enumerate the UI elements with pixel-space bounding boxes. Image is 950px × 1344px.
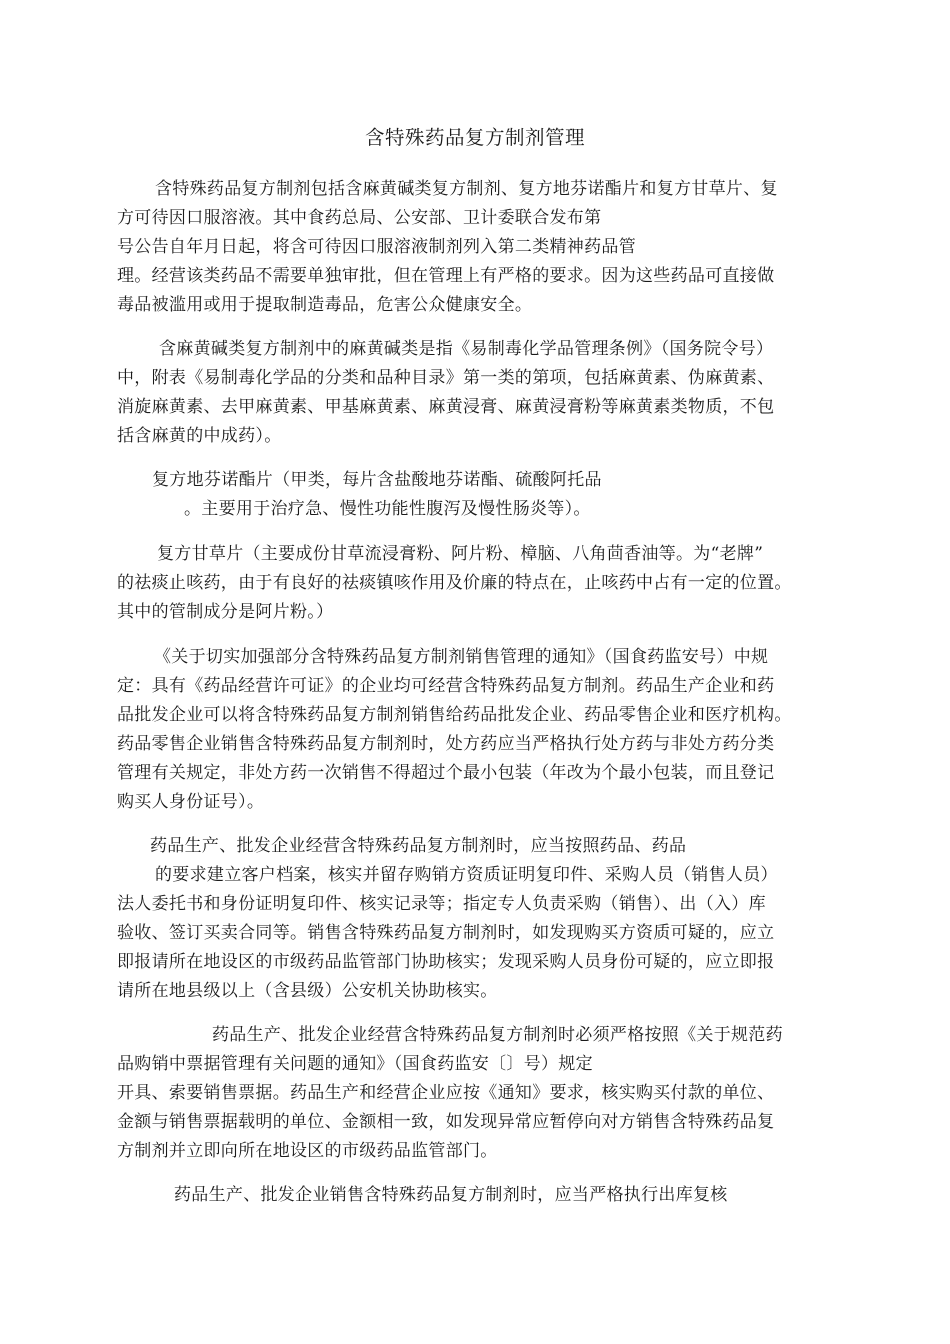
paragraph-line: 。主要用于治疗急、慢性功能性腹泻及慢性肠炎等）。 xyxy=(184,499,591,519)
paragraph-line: 开具、索要销售票据。药品生产和经营企业应按《通知》要求，核实购买付款的单位、 xyxy=(117,1083,775,1103)
paragraph-line: 中，附表《易制毒化学品的分类和品种目录》第一类的第项，包括麻黄素、伪麻黄素、 xyxy=(117,368,775,388)
paragraph-line: 定：具有《药品经营许可证》的企业均可经营含特殊药品复方制剂。药品生产企业和药 xyxy=(117,676,775,696)
paragraph-line: 即报请所在地设区的市级药品监管部门协助核实；发现采购人员身份可疑的，应立即报 xyxy=(117,952,775,972)
paragraph-line: 品购销中票据管理有关问题的通知》（国食药监安〔〕号）规定 xyxy=(117,1054,593,1074)
paragraph-line: 《关于切实加强部分含特殊药品复方制剂销售管理的通知》（国食药监安号）中规 xyxy=(154,647,769,667)
paragraph-line: 购买人身份证号）。 xyxy=(117,792,265,812)
paragraph-line: 方可待因口服溶液。其中食药总局、公安部、卫计委联合发布第 xyxy=(117,208,602,228)
paragraph-line: 验收、签订买卖合同等。销售含特殊药品复方制剂时，如发现购买方资质可疑的，应立 xyxy=(117,923,775,943)
paragraph-line: 药品生产、批发企业销售含特殊药品复方制剂时，应当严格执行出库复核 xyxy=(174,1185,728,1205)
document-title: 含特殊药品复方制剂管理 xyxy=(364,126,585,149)
paragraph-line: 的祛痰止咳药，由于有良好的祛痰镇咳作用及价廉的特点在，止咳药中占有一定的位置。 xyxy=(117,573,792,593)
paragraph-line: 药品生产、批发企业经营含特殊药品复方制剂时必须严格按照《关于规范药 xyxy=(212,1025,783,1045)
paragraph-line: 消旋麻黄素、去甲麻黄素、甲基麻黄素、麻黄浸膏、麻黄浸膏粉等麻黄素类物质，不包 xyxy=(117,397,775,417)
paragraph-line: 品批发企业可以将含特殊药品复方制剂销售给药品批发企业、药品零售企业和医疗机构。 xyxy=(117,705,792,725)
paragraph-line: 理。经营该类药品不需要单独审批，但在管理上有严格的要求。因为这些药品可直接做 xyxy=(117,266,775,286)
paragraph-line: 金额与销售票据载明的单位、金额相一致，如发现异常应暂停向对方销售含特殊药品复 xyxy=(117,1112,775,1132)
paragraph-line: 复方地芬诺酯片（甲类，每片含盐酸地芬诺酯、硫酸阿托品 xyxy=(152,470,602,490)
paragraph-line: 复方甘草片（主要成份甘草流浸膏粉、阿片粉、樟脑、八角茴香油等。为“老牌” xyxy=(157,544,764,564)
paragraph-line: 其中的管制成分是阿片粉。） xyxy=(117,602,334,622)
paragraph-line: 请所在地县级以上（含县级）公安机关协助核实。 xyxy=(117,981,498,1001)
paragraph-line: 药品生产、批发企业经营含特殊药品复方制剂时，应当按照药品、药品 xyxy=(150,836,687,856)
paragraph-line: 毒品被滥用或用于提取制造毒品，危害公众健康安全。 xyxy=(117,295,533,315)
paragraph-line: 括含麻黄的中成药）。 xyxy=(117,426,282,446)
paragraph-line: 的要求建立客户档案，核实并留存购销方资质证明复印件、采购人员（销售人员） xyxy=(155,865,778,885)
paragraph-line: 药品零售企业销售含特殊药品复方制剂时，处方药应当严格执行处方药与非处方药分类 xyxy=(117,734,775,754)
paragraph-line: 法人委托书和身份证明复印件、核实记录等；指定专人负责采购（销售）、出（入）库 xyxy=(117,894,766,914)
paragraph-line: 方制剂并立即向所在地设区的市级药品监管部门。 xyxy=(117,1141,498,1161)
paragraph-line: 管理有关规定，非处方药一次销售不得超过个最小包装（年改为个最小包装，而且登记 xyxy=(117,763,775,783)
paragraph-line: 号公告自年月日起，将含可待因口服溶液制剂列入第二类精神药品管 xyxy=(117,237,636,257)
paragraph-line: 含特殊药品复方制剂包括含麻黄碱类复方制剂、复方地芬诺酯片和复方甘草片、复 xyxy=(155,179,778,199)
paragraph-line: 含麻黄碱类复方制剂中的麻黄碱类是指《易制毒化学品管理条例》（国务院令号） xyxy=(159,339,774,359)
